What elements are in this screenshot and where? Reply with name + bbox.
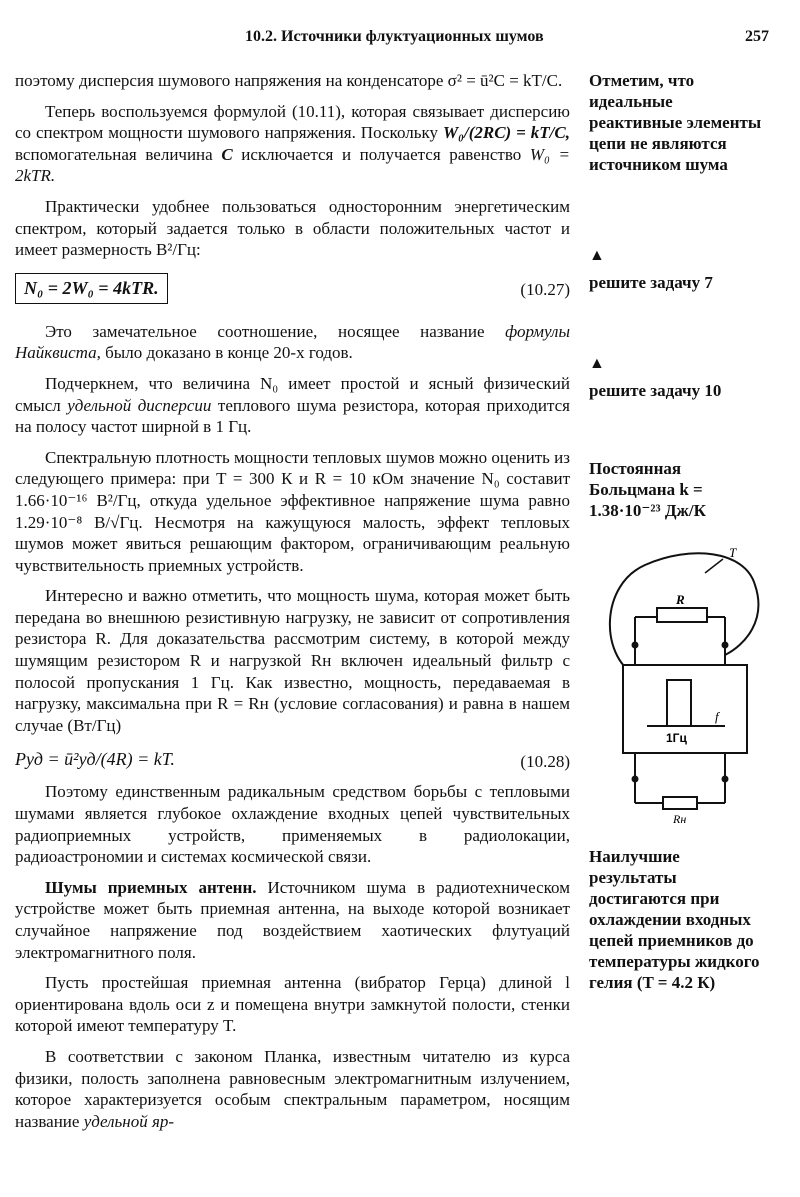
task-label: решите задачу 7 — [589, 273, 713, 292]
paragraph-5: Подчеркнем, что величина N₀ имеет простой и ясный физический смысл удельной дисперсии теплового шума резистора, которая приходится на полосу частот ширной в 1 Гц. — [15, 373, 570, 437]
paragraph-7: Интересно и важно отметить, что мощность шума, которая может быть передана во внешнюю резистивную нагрузку, не зависит от сопротивления резистора R. Для доказательства рассмотрим систему, в которой между шумящим резистором R и нагрузкой Rн включен идеальный фильтр с полосой пропускания 1 Гц. Как известно, мощность, передаваемая в нагрузку, максимальна при R = Rн (условие согласования) и равна в нашем случае (Вт/Гц) — [15, 586, 570, 735]
paragraph-4: Это замечательное соотношение, носящее название формулы Найквиста, было доказано в конце 20-х годов. — [15, 321, 570, 363]
triangle-marker-icon: ▲ — [589, 247, 605, 264]
resistor-R — [657, 608, 707, 622]
label-R: R — [676, 592, 685, 607]
equation-10-27 — [15, 273, 570, 303]
paragraph-8: Поэтому единственным радикальным средством борьбы с тепловыми шумами является глубокое охлаждение входных цепей чувствительных радиоприемных устройств, применяемых в радиолокации, радиоастрономии и системах космической связи. — [15, 782, 570, 867]
label-f: f — [715, 709, 719, 724]
temperature-marker — [705, 559, 723, 573]
page-number: 257 — [745, 28, 769, 45]
paragraph-1: поэтому дисперсия шумового напряжения на конденсаторе σ² = ū²C = kT/C. — [15, 71, 563, 90]
task-label: решите задачу 10 — [589, 381, 722, 400]
paragraph-6: Спектральную плотность мощности тепловых шумов можно оценить из следующего примера: при T = 300 К и R = 10 кОм значение N₀ составит 1.66·10⁻¹⁶ В²/Гц, откуда удельное эффективное напряжение шума равно 1.29·10⁻⁸ В/√Гц. Несмотря на кажущуюся малость, эффект тепловых шумов может явиться решающим фактором, ограничивающим реальную чувствительность приемных устройств. — [15, 447, 570, 575]
paragraph-2: Теперь воспользуемся формулой (10.11), которая связывает дисперсию со спектром мощности шумового напряжения. Поскольку W₀/(2RC) = kT/C, вспомогательная величина C исключается и получается равенство W₀ = 2kTR. — [15, 101, 570, 186]
inline-formula: W₀/(2RC) = kT/C, — [442, 123, 570, 143]
running-title: 10.2. Источники флуктуационных шумов — [245, 28, 544, 45]
task-link-7 — [589, 245, 769, 293]
paragraph-3: Практически удобнее пользоваться односторонним энергетическим спектром, который задается только в области положительных частот и имеет размерность В²/Гц: — [15, 196, 570, 260]
main-column — [15, 70, 570, 1141]
section-heading: Шумы приемных антенн. — [45, 877, 257, 897]
equation-10-28 — [15, 745, 570, 771]
label-1hz: 1Гц — [666, 731, 687, 745]
triangle-marker-icon: ▲ — [589, 355, 605, 372]
boxed-formula: N₀ = 2W₀ = 4kTR. — [15, 273, 168, 305]
margin-note-cooling: Наилучшие результаты достигаются при охлаждении входных цепей приемников до температуры жидкого гелия (T = 4.2 К) — [589, 847, 760, 992]
term-nyquist: формулы Найквиста, — [15, 321, 570, 363]
equation-number: (10.27) — [520, 279, 570, 299]
paragraph-10: Пусть простейшая приемная антенна (вибратор Герца) длиной l ориентирована вдоль оси z и помещена внутри замкнутой полости, стенки которой имеют температуру T. — [15, 973, 570, 1036]
margin-note-boltzmann: Постоянная Больцмана k = 1.38·10⁻²³ Дж/К — [589, 459, 706, 520]
formula: Pуд = ū²уд/(4R) = kT. — [15, 749, 175, 770]
term-specific-dispersion: удельной дисперсии — [67, 395, 212, 415]
label-Rload: Rн — [673, 812, 687, 826]
margin-note-ideal-elements: Отметим, что идеальные реактивные элементы цепи не являются источником шума — [589, 71, 762, 174]
equation-number: (10.28) — [520, 752, 570, 772]
noise-circuit-diagram — [595, 545, 775, 830]
paragraph-11: В соответствии с законом Планка, известным читателю из курса физики, полость заполнена равновесным электромагнитным излучением, которое характеризуется особым спектральным параметром, носящим название удельной яр- — [15, 1046, 570, 1131]
load-resistor — [663, 797, 697, 809]
term-specific-brightness: удельной яр- — [83, 1111, 175, 1131]
task-link-10 — [589, 353, 769, 401]
label-T: T — [729, 545, 737, 560]
inline-formula: W₀ = 2kTR. — [15, 144, 570, 186]
paragraph-9: Шумы приемных антенн. Источником шума в радиотехническом устройстве может быть приемная антенна, на выходе которой возникает случайное напряжение под воздействием хаотических флутуаций электромагнитного поля. — [15, 877, 570, 962]
